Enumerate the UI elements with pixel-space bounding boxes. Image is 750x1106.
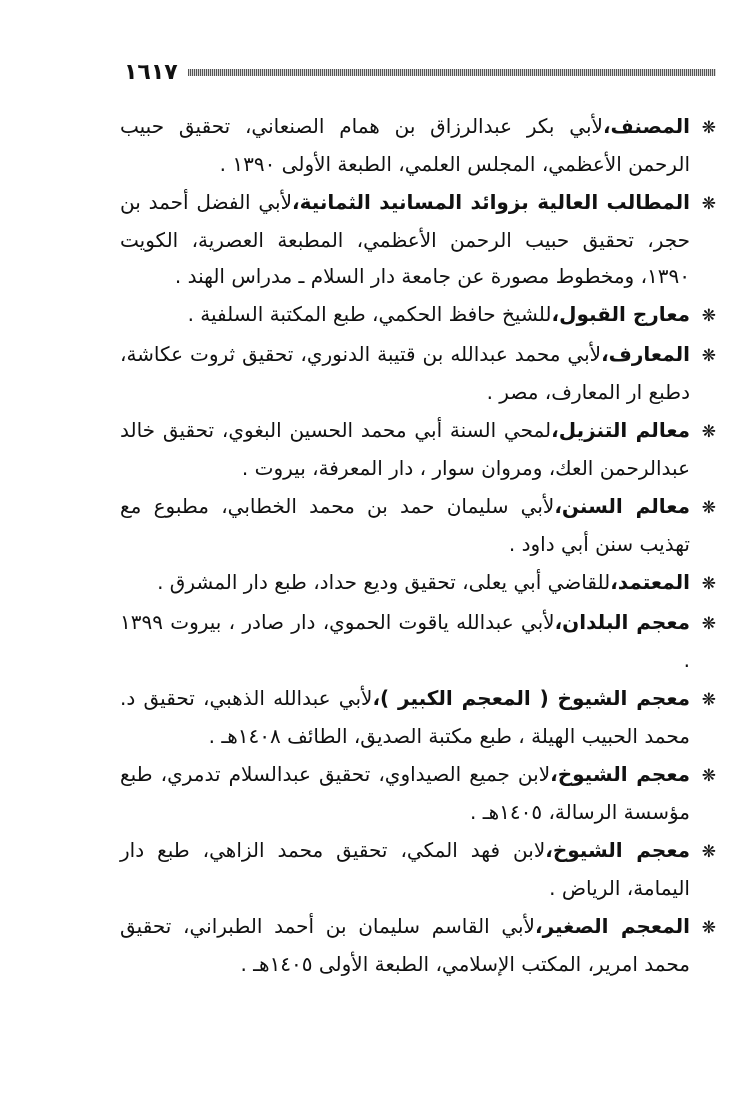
page-header: [124, 52, 716, 92]
entry-title: معجم الشيوخ ( المعجم الكبير )،: [372, 686, 690, 710]
bibliography-entry: [120, 604, 716, 678]
entry-title: معجم البلدان،: [554, 610, 690, 634]
bibliography-entry: [120, 908, 716, 982]
asterism-icon: ❋: [701, 118, 716, 138]
bibliography-entry: [120, 680, 716, 754]
entry-description: لأبي عبدالله ياقوت الحموي، دار صادر ، بيروت ١٣٩٩ .: [120, 610, 690, 672]
bibliography-entry: [120, 488, 716, 562]
bibliography-entry: [120, 832, 716, 906]
entry-description: لأبي بكر عبدالرزاق بن همام الصنعاني، تحقيق حبيب الرحمن الأعظمي، المجلس العلمي، الطبعة الأولى ١٣٩٠ .: [120, 114, 690, 176]
bibliography-entry: [120, 412, 716, 486]
entry-description: للشيخ حافظ الحكمي، طبع المكتبة السلفية .: [187, 302, 552, 326]
entry-title: المعتمد،: [610, 570, 690, 594]
entry-title: معجم الشيوخ،: [550, 762, 690, 786]
entry-title: المطالب العالية بزوائد المسانيد الثمانية،: [292, 190, 691, 214]
entry-title: معجم الشيوخ،: [545, 838, 691, 862]
asterism-icon: ❋: [701, 842, 717, 862]
entry-description: لابن جميع الصيداوي، تحقيق عبدالسلام تدمري، طبع مؤسسة الرسالة، ١٤٠٥هـ .: [120, 762, 690, 824]
asterism-icon: ❋: [701, 306, 716, 326]
bibliography-entry: [120, 108, 716, 182]
entry-title: معالم التنزيل،: [551, 418, 690, 442]
asterism-icon: ❋: [701, 690, 716, 710]
bibliography-list: [120, 108, 716, 984]
entry-title: معارج القبول،: [551, 302, 690, 326]
asterism-icon: ❋: [701, 498, 716, 518]
entry-title: المعجم الصغير،: [534, 914, 690, 938]
entry-title: المصنف،: [602, 114, 690, 138]
asterism-icon: ❋: [701, 766, 716, 786]
asterism-icon: ❋: [701, 614, 716, 634]
asterism-icon: ❋: [701, 422, 716, 442]
entry-description: لأبي عبدالله الذهبي، تحقيق د. محمد الحبيب الهيلة ، طبع مكتبة الصديق، الطائف ١٤٠٨هـ .: [120, 686, 690, 748]
entry-description: للقاضي أبي يعلى، تحقيق وديع حداد، طبع دار المشرق .: [157, 570, 611, 594]
entry-description: لأبي محمد عبدالله بن قتيبة الدنوري، تحقيق ثروت عكاشة، دطبع ار المعارف، مصر .: [120, 342, 690, 404]
bibliography-entry: [120, 336, 716, 410]
asterism-icon: ❋: [701, 574, 716, 594]
bibliography-entry: [120, 296, 716, 334]
bibliography-entry: [120, 184, 716, 294]
header-rule: [188, 69, 716, 76]
bibliography-entry: [120, 756, 716, 830]
entry-description: لأبي سليمان حمد بن محمد الخطابي، مطبوع مع تهذيب سنن أبي داود .: [120, 494, 690, 556]
bibliography-entry: [120, 564, 716, 602]
page-number: ١٦١٧: [124, 59, 178, 85]
entry-description: لمحي السنة أبي محمد الحسين البغوي، تحقيق خالد عبدالرحمن العك، ومروان سوار ، دار المعرفة، بيروت .: [120, 418, 690, 480]
entry-title: المعارف،: [601, 342, 690, 366]
asterism-icon: ❋: [701, 346, 716, 366]
entry-description: لأبي القاسم سليمان بن أحمد الطبراني، تحقيق محمد امرير، المكتب الإسلامي، الطبعة الأولى ١٤٠٥هـ .: [120, 914, 690, 976]
entry-description: لابن فهد المكي، تحقيق محمد الزاهي، طبع دار اليمامة، الرياض .: [120, 838, 690, 900]
asterism-icon: ❋: [701, 918, 716, 938]
entry-description: لأبي الفضل أحمد بن حجر، تحقيق حبيب الرحمن الأعظمي، المطبعة العصرية، الكويت ١٣٩٠، ومخطوط مصورة عن جامعة دار السلام ـ مدراس الهند .: [120, 190, 690, 288]
asterism-icon: ❋: [701, 194, 717, 214]
entry-title: معالم السنن،: [554, 494, 690, 518]
